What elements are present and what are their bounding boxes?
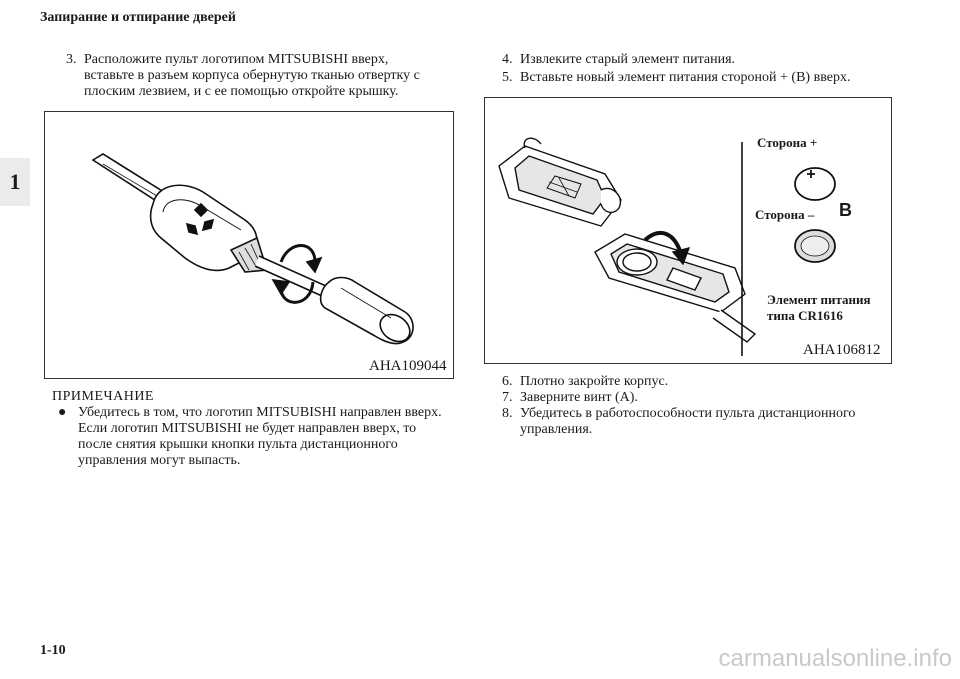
step-text: Расположите пульт логотипом MITSUBISHI вверх, вставьте в разъем корпуса обернутую тканью отвертку с плоским лезвием, и с ее помощью откройте крышку. xyxy=(84,52,420,99)
section-header: Запирание и отпирание дверей xyxy=(40,10,236,25)
step-6 xyxy=(502,374,902,390)
battery-label-line1: Элемент питания xyxy=(767,292,871,307)
figure-key-opening xyxy=(44,111,454,379)
step-text: Убедитесь в работоспособности пульта дистанционного управления. xyxy=(520,406,856,437)
figure-battery-replacement xyxy=(484,97,892,364)
watermark: carmanualsonline.info xyxy=(718,645,952,672)
step-text: Плотно закройте корпус. xyxy=(520,374,669,389)
figure-code: AHA109044 xyxy=(369,358,447,374)
note-text: Убедитесь в том, что логотип MITSUBISHI направлен вверх. Если логотип MITSUBISHI не будет направлен вверх, то после снятия крышки кнопки пульта дистанционного управления могут выпасть. xyxy=(78,405,442,468)
minus-side-label: Сторона – xyxy=(755,207,815,222)
plus-side-label: Сторона + xyxy=(757,135,818,150)
step-text: Заверните винт (A). xyxy=(520,390,638,405)
step-number: 4. xyxy=(502,52,513,67)
battery-type-label xyxy=(767,292,871,324)
step-number: 3. xyxy=(66,52,77,67)
step-4 xyxy=(502,52,902,68)
step-3 xyxy=(66,52,428,100)
note-heading: ПРИМЕЧАНИЕ xyxy=(52,389,154,404)
step-number: 7. xyxy=(502,390,513,405)
bullet-icon: ● xyxy=(58,405,67,420)
figure-code: AHA106812 xyxy=(803,342,881,358)
chapter-tab xyxy=(0,158,30,206)
note-block xyxy=(52,405,452,469)
step-8 xyxy=(502,406,862,438)
b-letter-label: B xyxy=(839,200,852,220)
step-number: 8. xyxy=(502,406,513,421)
step-7 xyxy=(502,390,902,406)
step-number: 6. xyxy=(502,374,513,389)
key-screwdriver-illustration xyxy=(45,112,453,378)
step-5 xyxy=(502,70,902,86)
battery-label-line2: типа CR1616 xyxy=(767,308,843,323)
step-text: Вставьте новый элемент питания стороной + (B) вверх. xyxy=(520,70,851,85)
page-number: 1-10 xyxy=(40,643,66,658)
step-number: 5. xyxy=(502,70,513,85)
step-text: Извлеките старый элемент питания. xyxy=(520,52,736,67)
chapter-number: 1 xyxy=(9,169,21,194)
